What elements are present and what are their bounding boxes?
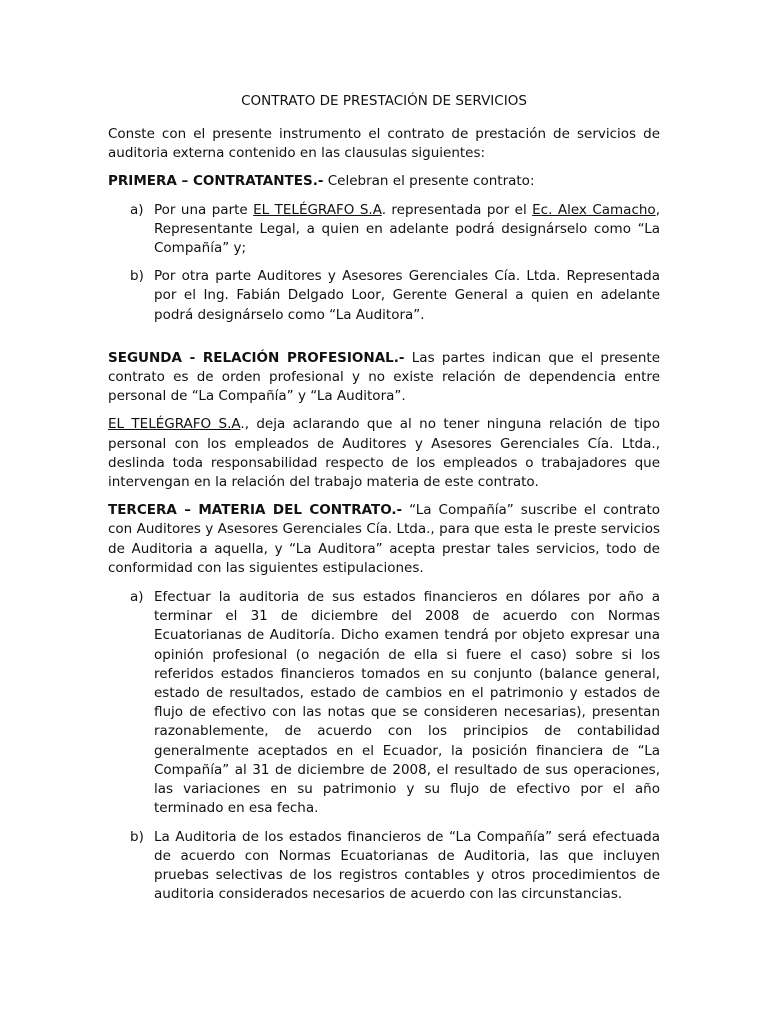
text-segment: , Representante Legal, a quien en adelante podrá designárselo como “La Compañía” y;	[154, 201, 660, 257]
segunda-paragraph-2	[108, 415, 660, 492]
list-item	[130, 201, 660, 259]
list-item	[130, 588, 660, 818]
paragraph-text: ., deja aclarando que al no tener ninguna relación de tipo personal con los empleados de Auditores y Asesores Gerenciales Cía. Ltda., deslinda toda responsabilidad respecto de los empleados o trabajadores que intervengan en la relación del trabajo materia de este contrato.	[108, 416, 660, 491]
clause-heading: SEGUNDA - RELACIÓN PROFESIONAL.-	[108, 349, 405, 366]
spacer	[108, 335, 660, 349]
list-item-text: Efectuar la auditoria de sus estados financieros en dólares por año a terminar el 31 de diciembre del 2008 de acuerdo con Normas Ecuatorianas de Auditoría. Dicho examen tendrá por objeto expresar una opinión profesional (o negación de ella si fuere el caso) sobre si los referidos estados financieros tomados en su conjunto (balance general, estado de resultados, estado de cambios en el patrimonio y estados de flujo de efectivo con las notas que se consideren necesarias), presentan razonablemente, de acuerdo con los principios de contabilidad generalmente aceptados en el Ecuador, la posición financiera de “La Compañía” al 31 de diciembre de 2008, el resultado de sus operaciones, las variaciones en su patrimonio y su flujo de efectivo por el año terminado en esa fecha.	[154, 589, 660, 817]
list-item-text: La Auditoria de los estados financieros de “La Compañía” será efectuada de acuerdo con Normas Ecuatorianas de Auditoria, las que incluyen pruebas selectivas de los registros contables y otros procedimientos de auditoria considerados necesarios de acuerdo con las circunstancias.	[154, 828, 660, 903]
list-marker: b)	[130, 828, 144, 845]
primera-list	[108, 201, 660, 325]
list-item-text: Por otra parte Auditores y Asesores Gerenciales Cía. Ltda. Representada por el Ing. Fabián Delgado Loor, Gerente General a quien en adelante podrá designárselo como “La Auditora”.	[154, 268, 660, 323]
company-name: EL TELÉGRAFO S.A	[253, 201, 382, 218]
list-marker: b)	[130, 268, 144, 285]
list-marker: a)	[130, 589, 144, 606]
representative-name: Ec. Alex Camacho	[532, 201, 656, 218]
list-item-text	[154, 201, 660, 259]
intro-paragraph: Conste con el presente instrumento el contrato de prestación de servicios de auditoria externa contenido en las clausulas siguientes:	[108, 126, 660, 162]
clause-text: “La Compañía” suscribe el contrato con Auditores y Asesores Gerenciales Cía. Ltda., para que esta le preste servicios de Auditoria a aquella, y “La Auditora” acepta prestar tales servicios, todo de conformidad con las siguientes estipulaciones.	[108, 502, 660, 576]
text-segment: Por una parte	[154, 201, 254, 218]
clause-text: Las partes indican que el presente contrato es de orden profesional y no existe relación de dependencia entre personal de “La Compañía” y “La Auditora”.	[108, 349, 661, 405]
company-name: EL TELÉGRAFO S.A	[108, 416, 241, 433]
list-item	[130, 828, 660, 905]
clause-segunda	[108, 349, 660, 407]
list-item	[130, 267, 660, 325]
clause-text: Celebran el presente contrato:	[323, 173, 535, 190]
tercera-list	[108, 588, 660, 904]
document-title: CONTRATO DE PRESTACIÓN DE SERVICIOS	[241, 93, 527, 109]
clause-primera	[108, 172, 660, 191]
clause-heading: PRIMERA – CONTRATANTES.-	[108, 173, 324, 190]
text-segment: . representada por el	[381, 201, 533, 218]
clause-heading: TERCERA – MATERIA DEL CONTRATO.-	[108, 502, 403, 519]
list-marker: a)	[130, 201, 144, 218]
clause-tercera	[108, 501, 660, 578]
